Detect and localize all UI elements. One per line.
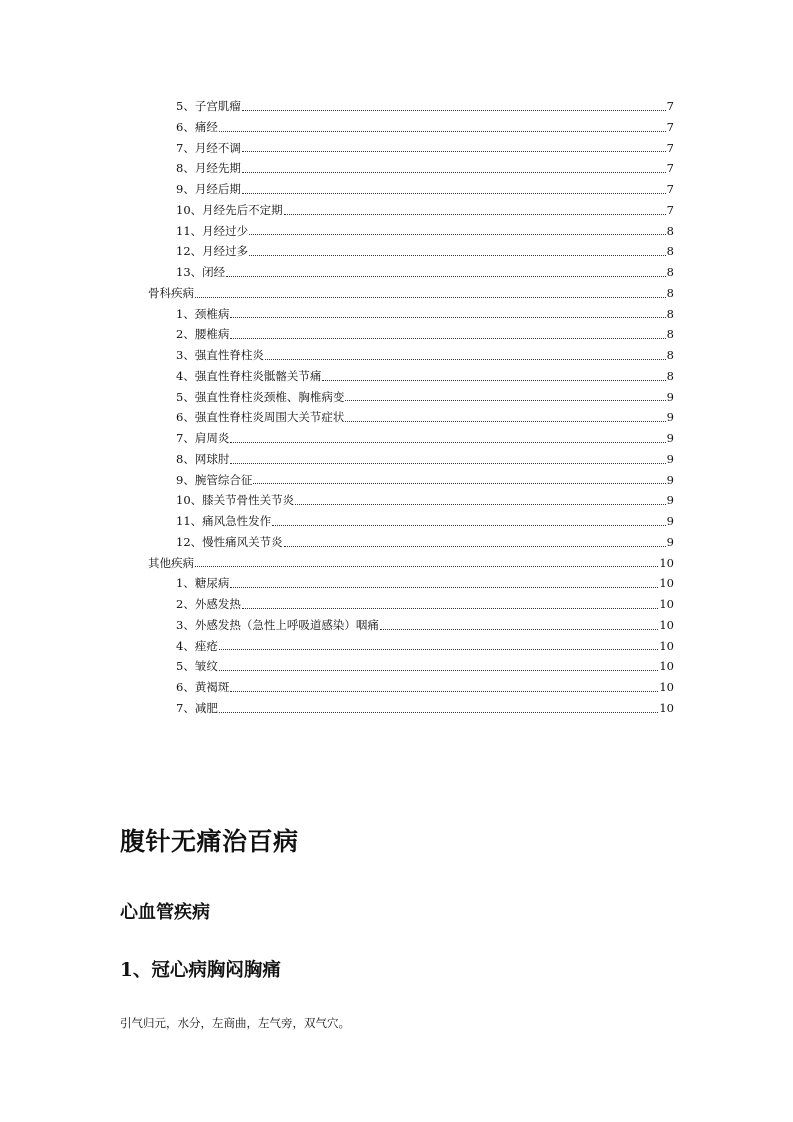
toc-page-number: 7 (666, 161, 674, 176)
document-title: 腹针无痛治百病 (120, 827, 299, 856)
toc-entry[interactable] (120, 366, 674, 387)
toc-entry[interactable] (120, 158, 674, 179)
toc-page-number: 8 (666, 348, 674, 362)
toc-page-number: 9 (666, 431, 674, 445)
body-paragraph: 引气归元，水分，左商曲，左气旁，双气穴。 (120, 1016, 350, 1030)
toc-entry[interactable] (120, 677, 674, 698)
toc-entry-title: 4、强直性脊柱炎骶髂关节痛 (176, 368, 322, 383)
toc-dot-leader (219, 649, 659, 650)
toc-entry-title: 2、腰椎病 (176, 327, 230, 342)
toc-entry-title: 12、月经过多 (176, 244, 249, 259)
toc-entry-title: 11、痛风急性发作 (176, 514, 272, 528)
toc-section-entry[interactable] (120, 283, 674, 304)
toc-page-number: 7 (666, 119, 674, 134)
toc-dot-leader (230, 691, 658, 692)
toc-entry[interactable] (120, 636, 674, 657)
toc-entry[interactable] (120, 470, 674, 491)
toc-dot-leader (249, 255, 666, 256)
toc-dot-leader (219, 712, 659, 713)
toc-page-number: 8 (666, 265, 674, 279)
toc-entry[interactable] (120, 428, 674, 449)
toc-page-number: 7 (666, 182, 674, 196)
toc-dot-leader (242, 110, 666, 111)
toc-entry[interactable] (120, 573, 674, 594)
toc-dot-leader (226, 276, 666, 277)
toc-page-number: 10 (659, 659, 674, 674)
toc-page-number: 9 (666, 410, 674, 425)
toc-dot-leader (322, 380, 665, 381)
toc-dot-leader (284, 546, 666, 547)
toc-entry-title: 3、强直性脊柱炎 (176, 348, 264, 362)
table-of-contents (120, 96, 674, 719)
toc-page-number: 8 (666, 327, 674, 342)
toc-entry-title: 6、黄褐斑 (176, 680, 230, 694)
toc-entry-title: 8、网球肘 (176, 451, 230, 466)
toc-dot-leader (230, 317, 665, 318)
toc-entry[interactable] (120, 345, 674, 366)
toc-dot-leader (195, 566, 658, 567)
toc-entry-title: 10、月经先后不定期 (176, 202, 283, 217)
toc-entry[interactable] (120, 96, 674, 117)
toc-entry[interactable] (120, 241, 674, 262)
toc-page-number: 7 (666, 140, 674, 155)
toc-entry-title: 7、肩周炎 (176, 431, 230, 445)
toc-dot-leader (380, 629, 659, 630)
toc-entry-title: 骨科疾病 (148, 285, 194, 300)
toc-dot-leader (345, 400, 665, 401)
toc-entry-title: 1、糖尿病 (176, 576, 230, 591)
toc-dot-leader (265, 359, 666, 360)
toc-entry-title: 10、膝关节骨性关节炎 (176, 493, 295, 508)
toc-page-number: 9 (666, 534, 674, 549)
toc-page-number: 9 (666, 451, 674, 466)
toc-entry-title: 13、闭经 (176, 265, 226, 279)
toc-dot-leader (249, 234, 666, 235)
toc-entry-title: 3、外感发热（急性上呼吸道感染）咽痛 (176, 617, 379, 632)
toc-page-number: 10 (659, 638, 674, 653)
toc-entry-title: 6、强直性脊柱炎周围大关节症状 (176, 410, 345, 425)
toc-entry-title: 1、颈椎病 (176, 306, 230, 321)
toc-page-number: 10 (659, 576, 674, 591)
toc-dot-leader (230, 463, 665, 464)
toc-entry-title: 12、慢性痛风关节炎 (176, 534, 283, 549)
toc-page-number: 10 (659, 680, 674, 694)
toc-page-number: 8 (666, 306, 674, 321)
toc-dot-leader (219, 670, 659, 671)
toc-entry-title: 9、腕管综合征 (176, 472, 253, 487)
toc-dot-leader (219, 131, 666, 132)
toc-dot-leader (284, 214, 666, 215)
toc-dot-leader (195, 297, 666, 298)
toc-entry[interactable] (120, 532, 674, 553)
toc-entry-title: 8、月经先期 (176, 161, 241, 176)
toc-dot-leader (295, 504, 666, 505)
toc-entry[interactable] (120, 511, 674, 532)
toc-dot-leader (230, 442, 665, 443)
toc-entry[interactable] (120, 138, 674, 159)
toc-page-number: 10 (659, 617, 674, 632)
toc-entry[interactable] (120, 656, 674, 677)
toc-entry-title: 7、减肥 (176, 700, 218, 715)
toc-entry[interactable] (120, 594, 674, 615)
toc-page-number: 10 (659, 700, 674, 715)
toc-dot-leader (242, 172, 666, 173)
toc-page-number: 10 (659, 597, 674, 611)
toc-page-number: 9 (666, 389, 674, 404)
toc-page-number: 9 (666, 514, 674, 528)
toc-dot-leader (230, 338, 665, 339)
toc-entry[interactable] (120, 615, 674, 636)
toc-page-number: 8 (666, 223, 674, 238)
toc-page-number: 8 (666, 244, 674, 259)
toc-entry-title: 其他疾病 (148, 555, 194, 570)
toc-entry[interactable] (120, 324, 674, 345)
toc-page-number: 8 (666, 368, 674, 383)
toc-page-number: 9 (666, 493, 674, 508)
toc-entry[interactable] (120, 179, 674, 200)
toc-page-number: 9 (666, 472, 674, 487)
toc-entry[interactable] (120, 698, 674, 719)
toc-entry[interactable] (120, 262, 674, 283)
toc-entry-title: 2、外感发热 (176, 597, 241, 611)
section-heading: 心血管疾病 (120, 902, 210, 923)
toc-entry[interactable] (120, 221, 674, 242)
toc-dot-leader (272, 525, 666, 526)
toc-entry[interactable] (120, 407, 674, 428)
toc-dot-leader (230, 587, 658, 588)
toc-dot-leader (253, 483, 665, 484)
toc-entry-title: 4、痤疮 (176, 638, 218, 653)
toc-entry-title: 5、强直性脊柱炎颈椎、胸椎病变 (176, 389, 345, 404)
toc-page-number: 10 (659, 555, 674, 570)
toc-page-number: 7 (666, 99, 674, 113)
toc-page-number: 7 (666, 202, 674, 217)
toc-section-entry[interactable] (120, 553, 674, 574)
toc-dot-leader (345, 421, 665, 422)
toc-entry[interactable] (120, 200, 674, 221)
toc-entry-title: 11、月经过少 (176, 223, 249, 238)
toc-entry-title: 7、月经不调 (176, 140, 241, 155)
toc-dot-leader (242, 608, 659, 609)
toc-entry-title: 5、皱纹 (176, 659, 218, 674)
toc-dot-leader (242, 193, 666, 194)
subsection-heading: 1、冠心病胸闷胸痛 (120, 960, 281, 981)
toc-entry[interactable] (120, 304, 674, 325)
toc-entry[interactable] (120, 490, 674, 511)
toc-entry[interactable] (120, 117, 674, 138)
toc-entry[interactable] (120, 387, 674, 408)
toc-entry-title: 5、子宫肌瘤 (176, 99, 241, 113)
toc-entry[interactable] (120, 449, 674, 470)
toc-dot-leader (242, 151, 666, 152)
toc-entry-title: 9、月经后期 (176, 182, 241, 196)
toc-page-number: 8 (666, 285, 674, 300)
toc-entry-title: 6、痛经 (176, 119, 218, 134)
